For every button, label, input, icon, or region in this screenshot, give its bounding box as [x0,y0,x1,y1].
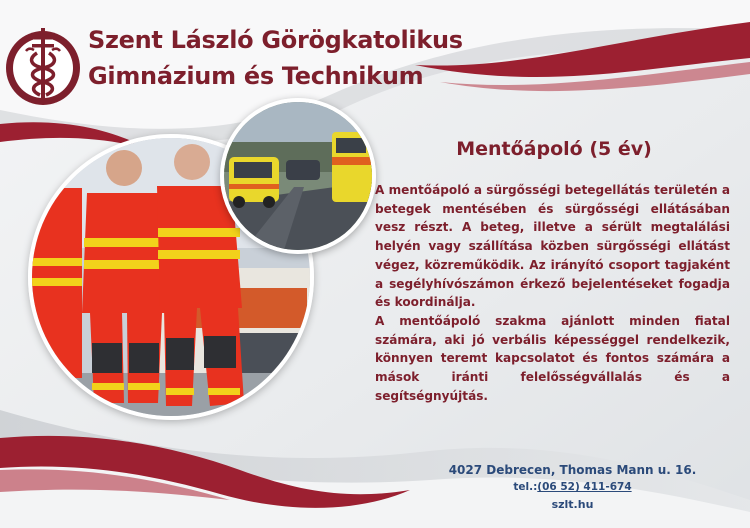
description-paragraph-2: A mentőápoló szakma ajánlott minden fiatal számára, aki jó verbális képességgel rendelkezik, könnyen teremt kapcsolatot és fontos számára a mások iránti felelősségvállalás és a segítségnyújtás. [375,313,730,403]
program-description [375,181,730,405]
school-name-line1: Szent László Görögkatolikus [88,26,463,54]
phone-label: tel.: [513,481,538,493]
address: 4027 Debrecen, Thomas Mann u. 16. [448,463,697,477]
phone-link[interactable]: (06 52) 411-674 [537,481,632,493]
phone [440,479,705,496]
website-link[interactable]: szlt.hu [551,498,594,511]
contact-info [440,462,705,514]
program-title: Mentőápoló (5 év) [456,138,652,160]
school-name [88,22,468,94]
school-name-line2: Gimnázium és Technikum [88,62,424,90]
ambulance-photo [220,98,376,254]
school-logo [4,18,82,110]
description-paragraph-1: A mentőápoló a sürgősségi betegellátás területén a betegek mentésében és sürgősségi ellátásában vesz részt. A beteg, illetve a sérült megtalálási helyén vagy szállítása közben sürgősségi ellátást végez, közreműködik. Az irányító csoport tagjaként a segélyhívószámon érkező bejelentéseket fogadja és koordinálja. [375,183,730,310]
